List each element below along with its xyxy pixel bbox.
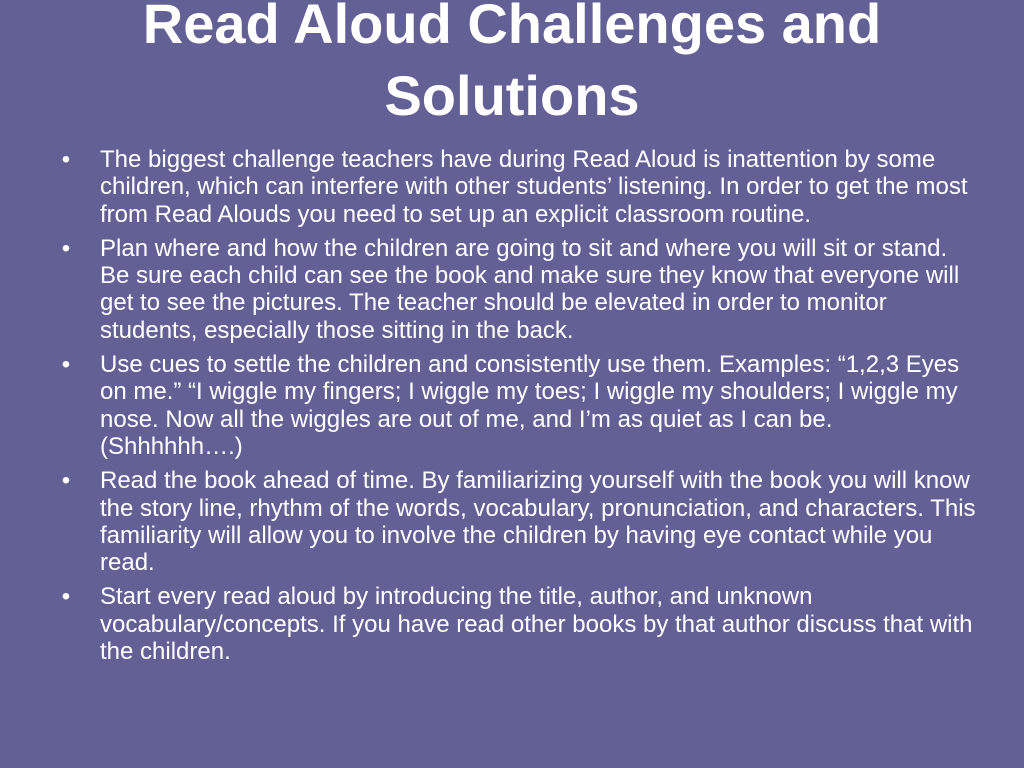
bullet-marker: •	[61, 351, 71, 379]
bullet-text: The biggest challenge teachers have during Read Aloud is inattention by some children, which can interfere with other students’ listening. In order to get the most from Read Alouds you need to set up an explicit classroom routine.	[100, 146, 968, 228]
slide-title-line-1: Read Aloud Challenges and	[142, 0, 882, 55]
bullet-text: Read the book ahead of time. By familiarizing yourself with the book you will know the story line, rhythm of the words, vocabulary, pronunciation, and characters. This familiarity will allow you to involve the children by having eye contact while you read.	[100, 467, 976, 577]
bullet-item-routine	[56, 146, 976, 228]
bullet-text: Start every read aloud by introducing the title, author, and unknown vocabulary/concepts. If you have read other books by that author discuss that with the children.	[100, 583, 973, 666]
bullet-item-seating	[56, 235, 976, 344]
bullet-text: Use cues to settle the children and consistently use them. Examples: “1,2,3 Eyes on me.” “I wiggle my fingers; I wiggle my toes; I wiggle my shoulders; I wiggle my nose. Now all the wiggles are out of me, and I’m as quiet as I can be. (Shhhhhh….)	[100, 351, 960, 460]
bullet-marker: •	[61, 146, 71, 173]
bullet-list	[56, 146, 976, 672]
bullet-item-introduce	[56, 583, 976, 665]
bullet-marker: •	[61, 467, 71, 495]
bullet-item-preview-book	[56, 467, 976, 576]
bullet-text: Plan where and how the children are going to sit and where you will sit or stand. Be sure each child can see the book and make sure they know that everyone will get to see the pictures. The teacher should be elevated in order to monitor students, especially those sitting in the back.	[100, 234, 960, 344]
slide-title	[40, 0, 984, 132]
bullet-item-cues	[56, 351, 976, 460]
bullet-marker: •	[61, 583, 71, 611]
slide-title-line-2: Solutions	[384, 64, 640, 127]
bullet-marker: •	[61, 234, 71, 262]
